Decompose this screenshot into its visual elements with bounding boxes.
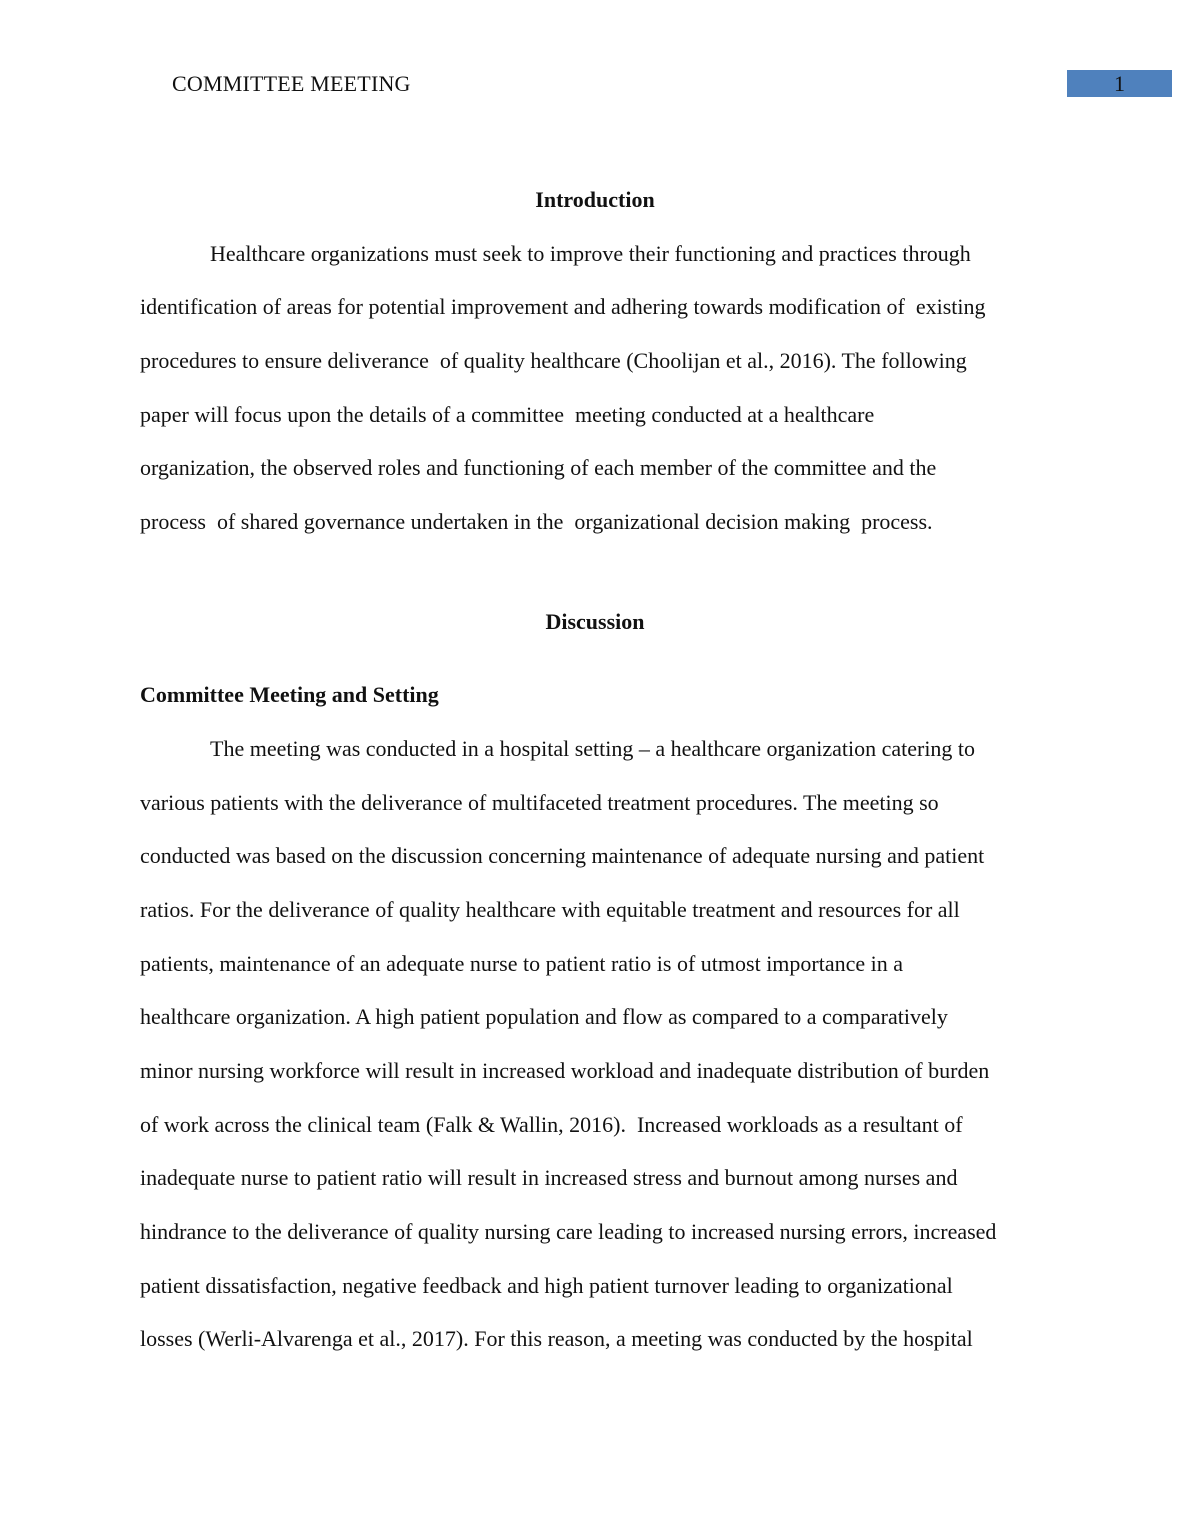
discussion-line: of work across the clinical team (Falk & Wallin, 2016). Increased workloads as a resultant of xyxy=(140,1112,963,1137)
discussion-line: patient dissatisfaction, negative feedback and high patient turnover leading to organizational xyxy=(140,1273,953,1298)
discussion-line: losses (Werli-Alvarenga et al., 2017). For this reason, a meeting was conducted by the hospital xyxy=(140,1326,973,1351)
introduction-line: identification of areas for potential improvement and adhering towards modification of existing xyxy=(140,294,986,319)
discussion-line: various patients with the deliverance of multifaceted treatment procedures. The meeting so xyxy=(140,790,939,815)
discussion-line: ratios. For the deliverance of quality healthcare with equitable treatment and resources for all xyxy=(140,897,960,922)
running-head: COMMITTEE MEETING xyxy=(172,71,411,96)
committee-meeting-subheading: Committee Meeting and Setting xyxy=(140,682,439,707)
introduction-line: paper will focus upon the details of a committee meeting conducted at a healthcare xyxy=(140,402,875,427)
discussion-line: The meeting was conducted in a hospital setting – a healthcare organization catering to xyxy=(210,736,976,761)
discussion-line: hindrance to the deliverance of quality nursing care leading to increased nursing errors, increased xyxy=(140,1219,997,1244)
introduction-line: Healthcare organizations must seek to improve their functioning and practices through xyxy=(210,241,971,266)
discussion-line: patients, maintenance of an adequate nurse to patient ratio is of utmost importance in a xyxy=(140,951,904,976)
introduction-line: procedures to ensure deliverance of quality healthcare (Choolijan et al., 2016). The following xyxy=(140,348,967,373)
discussion-line: healthcare organization. A high patient population and flow as compared to a comparatively xyxy=(140,1004,948,1029)
introduction-heading: Introduction xyxy=(535,187,655,212)
introduction-line: organization, the observed roles and functioning of each member of the committee and the xyxy=(140,455,937,480)
discussion-line: minor nursing workforce will result in increased workload and inadequate distribution of burden xyxy=(140,1058,990,1083)
discussion-line: inadequate nurse to patient ratio will result in increased stress and burnout among nurses and xyxy=(140,1165,958,1190)
page-number: 1 xyxy=(1114,71,1125,96)
introduction-line: process of shared governance undertaken in the organizational decision making process. xyxy=(140,509,933,534)
discussion-heading: Discussion xyxy=(545,609,645,634)
discussion-line: conducted was based on the discussion concerning maintenance of adequate nursing and patient xyxy=(140,843,985,868)
